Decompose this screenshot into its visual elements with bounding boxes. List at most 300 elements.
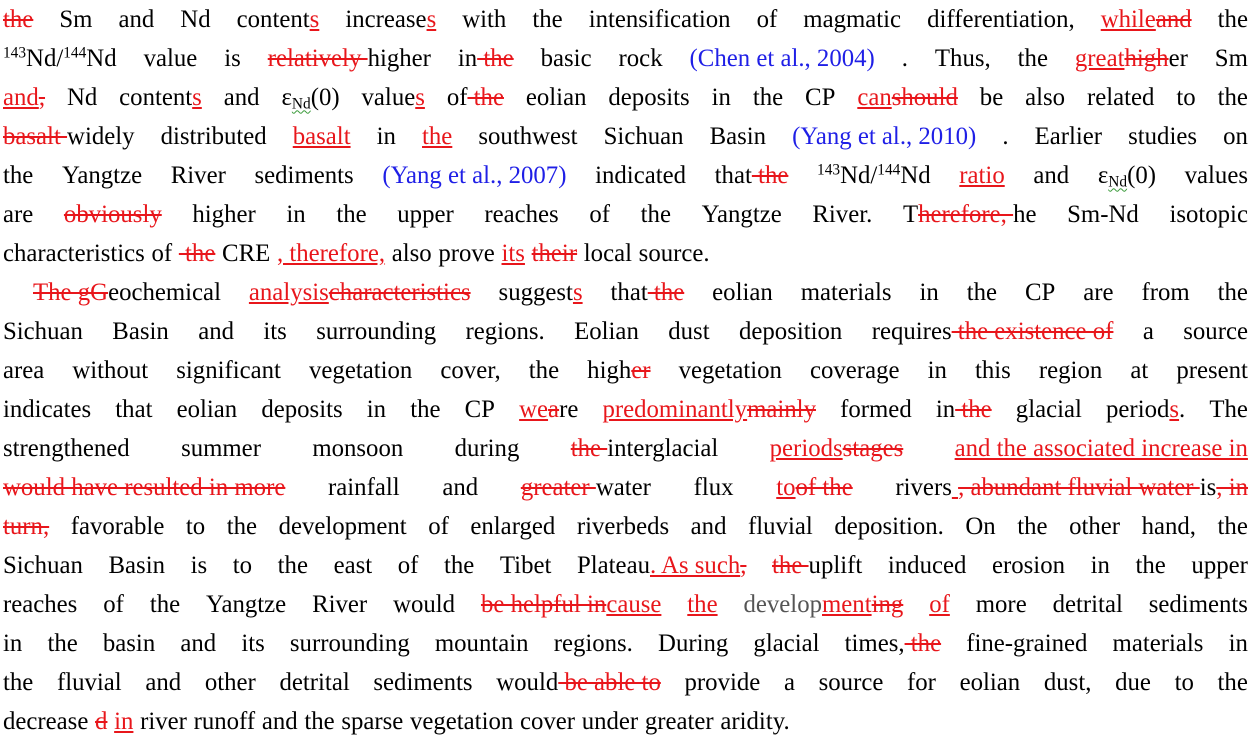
word [1087, 78, 1154, 117]
word [499, 273, 583, 312]
superscript: 143 [3, 44, 27, 62]
text-run: provide [684, 669, 761, 696]
inserted-text: s [572, 279, 583, 306]
word [312, 429, 403, 468]
word [720, 702, 789, 741]
text-run: summer [181, 435, 261, 462]
text-run: Sichuan [603, 123, 684, 150]
inserted-text: . As such [649, 552, 741, 579]
word [936, 390, 992, 429]
text-run: coverage [810, 357, 900, 384]
text-run: cover, [440, 357, 501, 384]
text-run: er [1168, 45, 1188, 72]
text-run: and [118, 6, 155, 33]
text-run: river [140, 708, 187, 735]
word [1215, 39, 1248, 78]
word [1209, 390, 1248, 429]
word [965, 507, 995, 546]
word [960, 663, 1021, 702]
word [263, 312, 286, 351]
text-run: east [333, 552, 373, 579]
word [928, 351, 947, 390]
text-run: in [286, 201, 306, 228]
text-run: Basin [108, 552, 165, 579]
inserted-text: we [519, 396, 549, 423]
text-run: Nd/ [26, 45, 64, 72]
text-run: The [1209, 396, 1248, 423]
word [3, 351, 44, 390]
deleted-text: stages [842, 435, 904, 462]
text-run: in [927, 357, 947, 384]
text-run: sediments [1148, 591, 1248, 618]
word [281, 78, 339, 117]
text-run: CP [805, 84, 836, 111]
text-run: area [3, 357, 45, 384]
text-run: hand, [1141, 513, 1196, 540]
text-run: (0) [1127, 162, 1156, 189]
word [1075, 39, 1188, 78]
text-run: reaches [3, 591, 78, 618]
word [980, 78, 1003, 117]
text-run: Nd [180, 6, 211, 33]
word [532, 0, 562, 39]
deleted-text: the [904, 630, 942, 657]
text-run: develop [743, 591, 822, 618]
text-run: Earlier [1034, 123, 1103, 150]
text-run: other [1069, 513, 1121, 540]
text-run: in [1090, 552, 1110, 579]
text-run: deposits [608, 84, 690, 111]
text-run: uplift [808, 552, 863, 579]
word [1039, 351, 1102, 390]
word [554, 624, 633, 663]
word [584, 234, 632, 273]
word [1218, 0, 1248, 39]
word [462, 0, 506, 39]
word [619, 39, 663, 78]
text-run: and [261, 708, 298, 735]
word [115, 390, 152, 429]
word [241, 624, 264, 663]
text-run: values [1184, 162, 1248, 189]
word [392, 234, 432, 273]
text-run: suggest [498, 279, 573, 306]
word [192, 195, 255, 234]
text-run: the [532, 6, 563, 33]
text-run: glacial [753, 630, 820, 657]
word [398, 546, 419, 585]
word [444, 546, 474, 585]
word [293, 117, 351, 156]
word [186, 507, 205, 546]
inserted-text: cause [606, 591, 662, 618]
word [1098, 156, 1156, 195]
word [72, 351, 148, 390]
word [845, 624, 941, 663]
text-run: that [714, 162, 752, 189]
text-run: southwest [478, 123, 578, 150]
inserted-text: of [929, 591, 950, 618]
text-run: Sichuan [3, 552, 83, 579]
word [279, 507, 407, 546]
text-run: content [119, 84, 193, 111]
word [144, 39, 198, 78]
word [1130, 351, 1148, 390]
word [1025, 273, 1055, 312]
deleted-text: The gG [33, 279, 109, 306]
text-run: are [1083, 279, 1114, 306]
word [309, 351, 412, 390]
text-run: Nd [66, 84, 98, 111]
word [316, 312, 436, 351]
text-run: Nd [86, 45, 117, 72]
deleted-text: the [570, 435, 608, 462]
text-run: high [587, 357, 632, 384]
word [3, 78, 45, 117]
text-run: . [901, 45, 908, 72]
text-run: CRE [222, 240, 271, 267]
word [233, 546, 252, 585]
word [180, 624, 216, 663]
word [410, 390, 440, 429]
word [481, 585, 661, 624]
word [279, 663, 349, 702]
text-run: favorable [70, 513, 165, 540]
word [119, 78, 202, 117]
word [393, 585, 455, 624]
word [1149, 585, 1248, 624]
word [1223, 117, 1248, 156]
word [668, 312, 709, 351]
word [191, 546, 208, 585]
text-run: and [180, 630, 217, 657]
text-run: differentiation, [927, 6, 1075, 33]
text-run: the [336, 201, 367, 228]
text-run: studies [1128, 123, 1197, 150]
word [571, 429, 719, 468]
word [500, 546, 551, 585]
text-run: materials [1112, 630, 1204, 657]
word [690, 39, 875, 78]
word [1185, 156, 1248, 195]
word [639, 234, 710, 273]
word [1142, 273, 1190, 312]
word [262, 702, 298, 741]
word [3, 546, 83, 585]
word [3, 117, 135, 156]
text-run: enlarged [470, 513, 556, 540]
text-run: distributed [160, 123, 267, 150]
inserted-text: the [422, 123, 453, 150]
deleted-text: er [631, 357, 651, 384]
word [992, 546, 1065, 585]
word [895, 468, 1248, 507]
deleted-text: the [467, 84, 504, 111]
word [819, 663, 884, 702]
word [1175, 663, 1194, 702]
text-run: dust [668, 318, 710, 345]
text-run: materials [800, 279, 892, 306]
text-run: a [783, 669, 795, 696]
superscript: 144 [877, 161, 901, 179]
word [290, 624, 410, 663]
text-run: that [115, 396, 153, 423]
word [118, 0, 154, 39]
deleted-text: the [477, 45, 514, 72]
text-run: Sm [1214, 45, 1248, 72]
word [611, 273, 685, 312]
text-run: source [1183, 318, 1248, 345]
text-run: isotopic [1169, 201, 1248, 228]
text-run: the [3, 162, 34, 189]
inserted-text: can [857, 84, 892, 111]
superscript: 144 [63, 44, 87, 62]
text-run: fluvial [748, 513, 813, 540]
text-run: the [226, 513, 258, 540]
word [541, 39, 592, 78]
text-run: to [185, 513, 206, 540]
inserted-text: , therefore, [276, 240, 386, 267]
word [589, 0, 731, 39]
deleted-text: basalt [3, 123, 68, 150]
word [739, 312, 842, 351]
deleted-text: , [38, 84, 46, 111]
text-run: the [410, 396, 441, 423]
word [526, 78, 587, 117]
word [857, 78, 958, 117]
text-run: its [241, 630, 265, 657]
text-run: is [1199, 474, 1217, 501]
text-run: magmatic [803, 6, 902, 33]
word [784, 663, 795, 702]
word [249, 273, 471, 312]
text-run: Sichuan [3, 318, 83, 345]
inserted-text: in [114, 708, 134, 735]
inserted-text: ratio [959, 162, 1005, 189]
text-run: value [361, 84, 416, 111]
word [691, 507, 727, 546]
word [1142, 507, 1196, 546]
word [114, 702, 133, 741]
word [1191, 546, 1247, 585]
text-run: is [224, 45, 241, 72]
word [976, 585, 1027, 624]
text-run: Yangtze [61, 162, 143, 189]
text-run: ε [1097, 162, 1109, 189]
text-line [33, 273, 1248, 312]
text-run: dust, [1043, 669, 1092, 696]
text-run: higher [367, 45, 431, 72]
word [645, 702, 714, 741]
word [377, 117, 396, 156]
text-run: higher [192, 201, 256, 228]
text-run: its [263, 318, 287, 345]
text-run: water [595, 474, 651, 501]
inserted-text: analysis [248, 279, 329, 306]
word [694, 468, 734, 507]
word [1113, 624, 1204, 663]
word [679, 351, 782, 390]
word [442, 468, 478, 507]
text-run: regions. [465, 318, 545, 345]
text-run: River [170, 162, 226, 189]
text-run: runoff [193, 708, 256, 735]
word [715, 156, 789, 195]
word [1143, 312, 1154, 351]
word [604, 117, 684, 156]
text-run: in [935, 396, 956, 423]
deleted-text: would have resulted in more [3, 474, 286, 501]
text-run: more [975, 591, 1027, 618]
inserted-text: the [687, 591, 718, 618]
word [1053, 585, 1123, 624]
word [71, 507, 165, 546]
text-run: a [1142, 318, 1154, 345]
text-run: Plateau [576, 552, 650, 579]
inserted-text: basalt [292, 123, 351, 150]
word [278, 546, 308, 585]
text-run: period [1106, 396, 1170, 423]
text-run: eolian [525, 84, 587, 111]
text-line [3, 624, 1248, 663]
text-line [3, 78, 1248, 117]
text-run: and [690, 513, 727, 540]
word [792, 117, 976, 156]
deleted-text: characteristics [328, 279, 471, 306]
word [959, 156, 1004, 195]
word [903, 195, 1037, 234]
word [1229, 624, 1248, 663]
word [929, 585, 950, 624]
text-run: the [1017, 45, 1048, 72]
text-run: fluvial [56, 669, 122, 696]
word [975, 351, 1011, 390]
text-line [3, 546, 1248, 585]
word [608, 78, 689, 117]
text-line [3, 351, 1248, 390]
text-run: this [974, 357, 1011, 384]
inserted-text: s [415, 84, 425, 111]
text-run: without [72, 357, 149, 384]
text-run: surrounding [289, 630, 410, 657]
text-run: the [528, 357, 560, 384]
word [753, 624, 819, 663]
word [1044, 663, 1092, 702]
word [902, 39, 908, 78]
deleted-text: and [1155, 6, 1192, 33]
word [103, 585, 124, 624]
word [447, 78, 504, 117]
word [1101, 0, 1192, 39]
word [224, 78, 260, 117]
text-run: eolian [959, 669, 1021, 696]
text-run: fine-grained [966, 630, 1088, 657]
text-run: the [1217, 279, 1248, 306]
text-run: and [198, 318, 234, 345]
text-run: he [1013, 201, 1037, 228]
text-run: rainfall [328, 474, 400, 501]
word [888, 546, 967, 585]
word [478, 117, 577, 156]
word [574, 312, 639, 351]
deleted-text: relatively [267, 45, 368, 72]
deleted-text: of the [795, 474, 853, 501]
text-run: Basin [112, 318, 169, 345]
citation-link[interactable]: (Chen et al., 2004) [689, 45, 875, 72]
word [227, 507, 257, 546]
word [1183, 312, 1248, 351]
word [907, 663, 936, 702]
word [373, 663, 472, 702]
word [362, 78, 425, 117]
citation-link[interactable]: (Yang et al., 2010) [792, 123, 977, 150]
word [3, 585, 77, 624]
word [817, 156, 931, 195]
word [685, 663, 761, 702]
text-run: of [428, 513, 449, 540]
citation-link[interactable]: (Yang et al., 2007) [382, 162, 567, 189]
text-run: sediments [373, 669, 473, 696]
text-run: Yangtze [206, 591, 287, 618]
text-run: vegetation [678, 357, 782, 384]
text-line [3, 117, 1248, 156]
text-run: formed [840, 396, 912, 423]
inserted-text: and the associated increase in [954, 435, 1248, 462]
word [176, 351, 281, 390]
word [198, 312, 234, 351]
word [1033, 156, 1069, 195]
word [712, 273, 773, 312]
word [206, 585, 286, 624]
text-run: present [1176, 357, 1248, 384]
text-run: in [457, 45, 478, 72]
word [47, 624, 77, 663]
text-run: times, [844, 630, 905, 657]
text-run: in [1228, 630, 1248, 657]
text-run: eolian [176, 396, 238, 423]
text-run: of [151, 240, 173, 267]
deleted-text: turn, [3, 513, 50, 540]
text-run: monsoon [312, 435, 404, 462]
deleted-text: mainly [747, 396, 816, 423]
text-run: other [204, 669, 256, 696]
text-run: increase [345, 6, 427, 33]
inserted-text: s [1169, 396, 1180, 423]
inserted-text: s [192, 84, 202, 111]
word [3, 468, 285, 507]
word [687, 585, 717, 624]
word [3, 507, 49, 546]
text-run: intensification [588, 6, 731, 33]
text-run: basic [540, 45, 592, 72]
word [103, 624, 155, 663]
text-run: sediments [254, 162, 354, 189]
text-run: deposition [739, 318, 843, 345]
word [62, 156, 142, 195]
deleted-text: the [751, 162, 789, 189]
text-run: the [1217, 84, 1248, 111]
text-run: would [393, 591, 456, 618]
superscript: 143 [817, 161, 841, 179]
word [3, 39, 117, 78]
deleted-text: , in [1216, 474, 1248, 501]
word [180, 0, 210, 39]
word [744, 585, 904, 624]
word [1083, 273, 1113, 312]
text-run: decrease [3, 708, 89, 735]
word [710, 117, 766, 156]
word [470, 507, 555, 546]
